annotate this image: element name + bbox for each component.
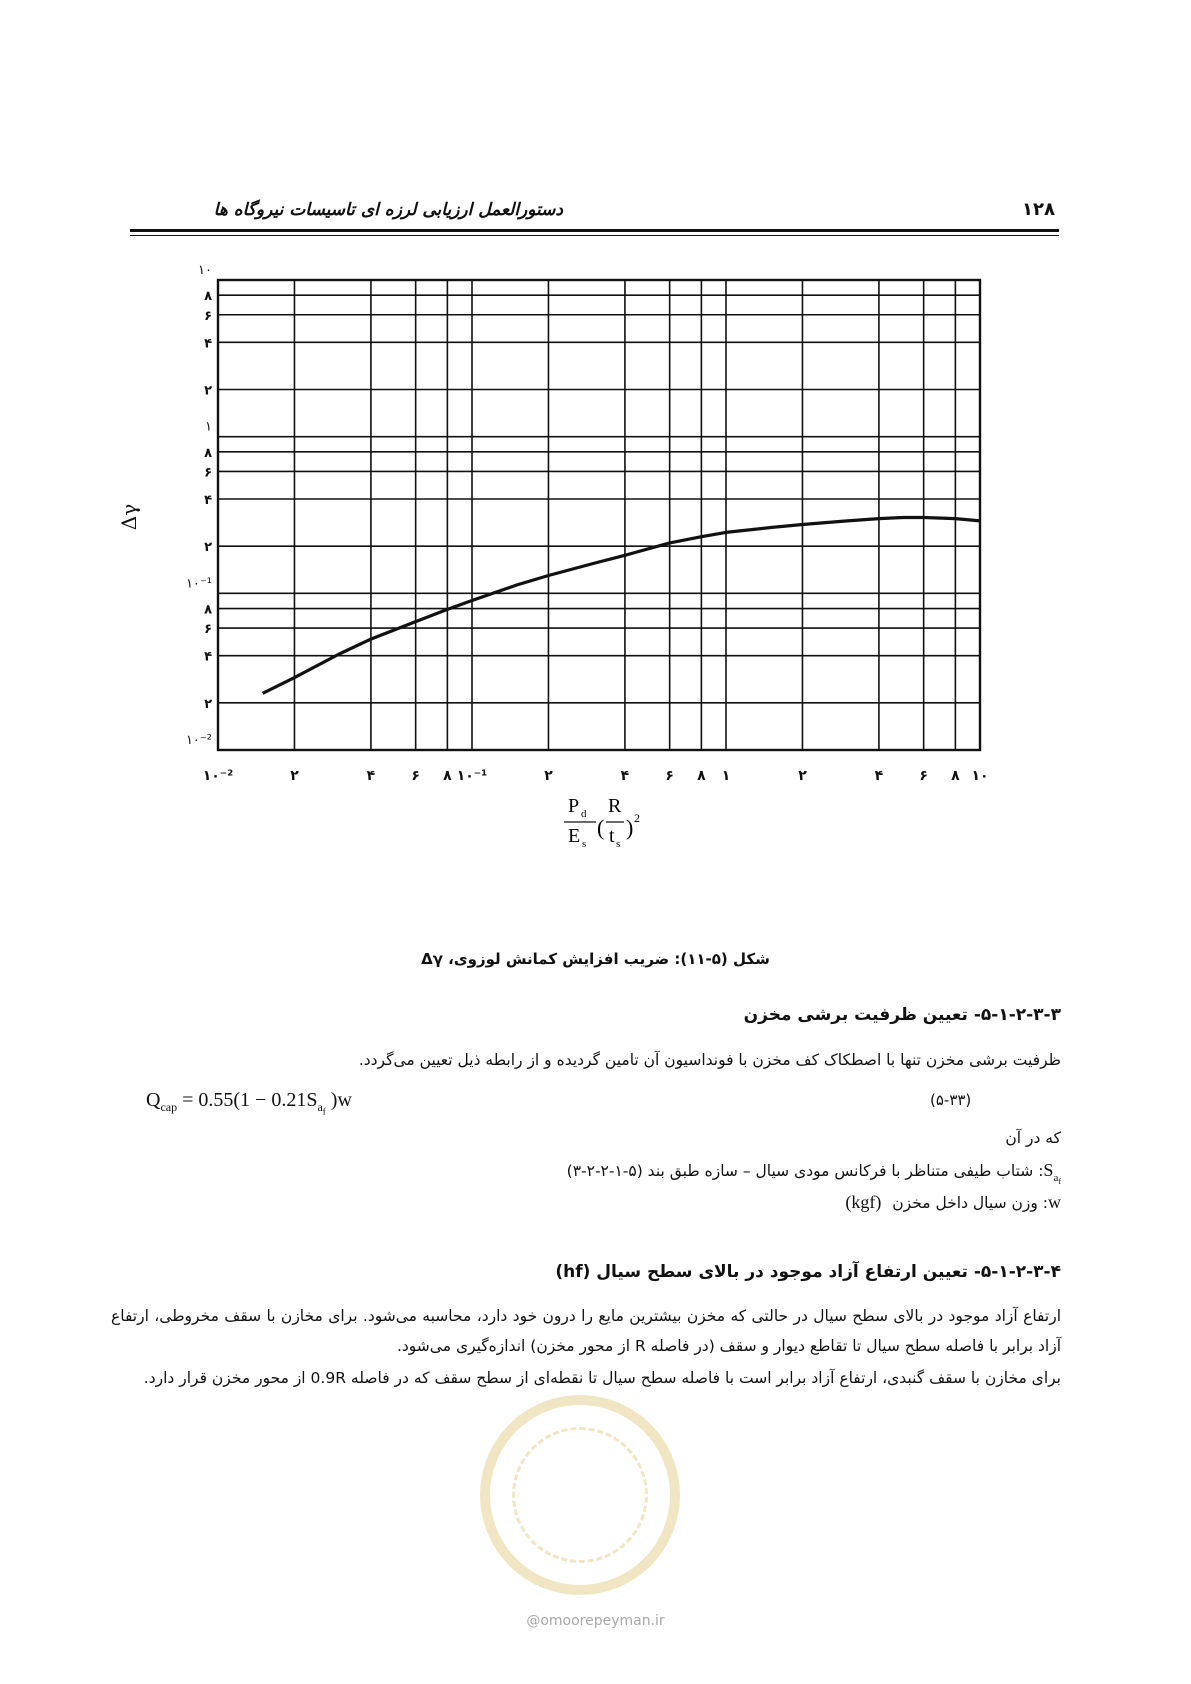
svg-text:P: P: [568, 795, 580, 817]
x-tick-label: ۱: [721, 768, 731, 784]
x-tick-label: ۱۰⁻¹: [456, 768, 488, 784]
y-tick-label: ۸: [204, 289, 212, 305]
x-tick-label: ۸: [951, 768, 960, 784]
equation-number: (۵-۳۳): [930, 1091, 972, 1109]
svg-text:(: (: [597, 815, 605, 840]
svg-text:R: R: [608, 795, 622, 817]
x-tick-label: ۱۰: [971, 768, 989, 784]
figure-caption: شکل (۵-۱۱): ضریب افزایش کمانش لوزوی، Δγ: [421, 950, 770, 968]
x-tick-label: ۶: [411, 768, 420, 784]
svg-text:): ): [626, 815, 634, 840]
y-tick-label: ۸: [204, 445, 212, 461]
page-number: ۱۲۸: [1022, 199, 1055, 220]
y-tick-label: ۱۰: [198, 263, 212, 278]
y-tick-label: ۶: [204, 308, 212, 324]
header-title: دستورالعمل ارزیابی لرزه ای تاسیسات نیروگاه ها: [213, 200, 563, 220]
plot-frame: [218, 280, 980, 750]
log-log-chart: [100, 263, 1020, 860]
y-tick-label: ۶: [204, 622, 212, 638]
y-tick-label: ۱۰⁻¹: [185, 576, 212, 592]
saf-symbol-render: $S_{a_f}$: [1043, 1160, 1061, 1186]
watermark-url: @omoorepeyman.ir: [526, 1613, 665, 1629]
paragraph-freeboard-dome: برای مخازن با سقف گنبدی، ارتفاع آزاد برابر است با فاصله سطح سیال تا نقطه‌ای از سطح سقف که در فاصله 0.9R از محور مخزن قرار دارد.: [143, 1369, 1061, 1387]
svg-text:s: s: [582, 838, 587, 850]
definition-w-symbol: w: [1048, 1192, 1061, 1212]
x-tick-label: ۲: [290, 768, 299, 784]
x-tick-label: ۲: [798, 768, 807, 784]
svg-text:t: t: [609, 825, 615, 847]
y-tick-label: ۶: [204, 465, 212, 481]
where-text: که در آن: [1005, 1129, 1061, 1147]
x-tick-label: ۴: [620, 768, 630, 784]
x-tick-label: ۴: [874, 768, 884, 784]
header-rule: [130, 229, 1059, 232]
y-tick-label: ۱: [205, 419, 212, 435]
x-tick-label: ۲: [544, 768, 553, 784]
y-axis-label: Δγ: [117, 503, 142, 531]
x-tick-label: ۱۰⁻²: [202, 768, 234, 784]
paragraph-shear-capacity: ظرفیت برشی مخزن تنها با اصطکاک کف مخزن با فونداسیون آن تامین گردیده و از رابطه ذیل تعیین می‌گردد.: [358, 1051, 1061, 1069]
y-tick-label: ۲: [204, 540, 212, 556]
svg-text:s: s: [616, 838, 621, 850]
y-tick-label: ۴: [204, 493, 212, 509]
y-tick-label: ۲: [204, 383, 212, 399]
y-tick-label: ۲: [204, 696, 212, 712]
svg-text:d: d: [581, 808, 587, 820]
definition-w: [845, 1187, 1061, 1218]
x-tick-label: ۶: [665, 768, 674, 784]
definition-saf-text: : شتاب طیفی متناظر با فرکانس مودی سیال – سازه طبق بند (۵-۱-۲-۲-۳): [566, 1162, 1044, 1180]
y-tick-label: ۱۰⁻²: [185, 733, 212, 748]
watermark-seal-inner: [512, 1427, 648, 1563]
x-axis-label: [560, 790, 660, 850]
x-tick-label: ۸: [697, 768, 706, 784]
section-heading-shear-capacity: ۵-۱-۲-۳-۳- تعیین ظرفیت برشی مخزن: [743, 1005, 1061, 1025]
section-heading-freeboard: ۵-۱-۲-۳-۴- تعیین ارتفاع آزاد موجود در بالای سطح سیال (hf): [555, 1262, 1061, 1282]
svg-text:E: E: [568, 825, 581, 847]
x-tick-label: ۸: [443, 768, 452, 784]
formula-qcap: $Q_{cap} = 0.55(1 - 0.21S_{a_f}$ )w: [146, 1089, 352, 1117]
header-rule-thin: [130, 235, 1059, 236]
x-tick-label: ۴: [366, 768, 376, 784]
y-tick-label: ۴: [204, 336, 212, 352]
y-tick-label: ۴: [204, 649, 212, 665]
x-tick-label: ۶: [919, 768, 928, 784]
svg-text:2: 2: [634, 811, 640, 825]
definition-w-text: : وزن سیال داخل مخزن: [892, 1194, 1048, 1212]
paragraph-freeboard-cone: ارتفاع آزاد موجود در بالای سطح سیال در حالتی که مخزن بیشترین مایع را درون خود دارد، محاسبه می‌شود. برای مخازن با سقف مخروطی، ارتفاع آزاد برابر با فاصله سطح سیال تا تقاطع دیوار و سقف (در فاصله R از محور مخزن) اندازه‌گیری می‌شود.: [111, 1307, 1061, 1355]
definition-w-unit: (kgf): [845, 1192, 882, 1212]
y-tick-label: ۸: [204, 602, 212, 618]
